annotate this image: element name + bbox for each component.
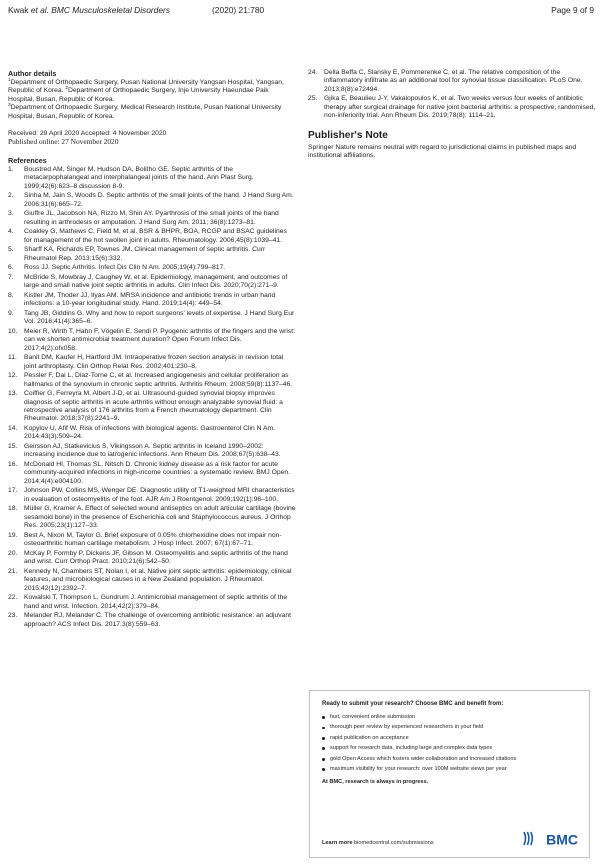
- reference-item: [8, 354, 296, 371]
- reference-number: 6.: [8, 264, 14, 272]
- reference-text: Gjika E, Beaulieu J-Y, Vakalopoulos K, et al. Two weeks versus four weeks of antibiotic therapy after surgical drainage for native joint bacterial arthritis: a prospective, randomised, non-inferiority trial. Ann Rheum Dis. 2019;78(8): 1114–21.: [324, 95, 596, 120]
- reference-text: Müller G, Kramer A. Effect of selected wound antiseptics on adult articular cartilage (bovine sesamoid bone) in the presence of Escherichia coli and Staphylococcus aureus. J Orthop Res. 2005;23(1):127–33.: [24, 505, 296, 530]
- reference-item: [308, 95, 596, 120]
- reference-item: [308, 69, 596, 94]
- bmc-benefits-list: [322, 714, 577, 773]
- reference-item: [8, 532, 296, 549]
- reference-number: 8.: [8, 291, 14, 299]
- reference-number: 9.: [8, 309, 14, 317]
- reference-text: Coiffier G, Ferreyra M, Albert J-D, et al. Ultrasound-guided synovial biopsy improves diagnosis of septic arthritis in acute arthritis without enough analyzable synovial fluid: a retrospective analysis of 176 arthritis from a French rheumatology department. Clin Rheumatol. 2018;37(8):2241–9.: [24, 390, 283, 423]
- received-accepted-dates: Received: 29 April 2020 Accepted: 4 November 2020: [8, 130, 167, 138]
- reference-item: [8, 443, 296, 460]
- publishers-note-heading: Publisher's Note: [308, 129, 388, 141]
- reference-item: [8, 612, 296, 629]
- reference-item: [8, 328, 296, 353]
- header-journal: et al. BMC Musculoskeletal Disorders: [30, 5, 170, 15]
- references-list-right: [308, 69, 596, 121]
- reference-number: 23.: [8, 612, 18, 620]
- published-date: Published online: 27 November 2020: [8, 137, 119, 147]
- reference-number: 3.: [8, 210, 14, 218]
- author-details-heading: Author details: [8, 69, 57, 78]
- reference-number: 21.: [8, 567, 18, 575]
- bmc-logo-text: BMC: [546, 831, 578, 848]
- reference-text: Coakley G, Mathews C, Field M, et al. BSR & BHPR, BOA, RCGP and BSAC guidelines for management of the hot swollen joint in adults. Rheumatology. 2006;45(8):1039–41.: [24, 228, 287, 244]
- bmc-learn-more[interactable]: [322, 840, 434, 847]
- affiliations: [8, 76, 296, 121]
- left-column: [8, 69, 296, 630]
- bmc-logo-arc: [524, 832, 526, 845]
- reference-text: Pessler F, Dai L, Diaz-Torne C, et al. Increased angiogenesis and cellular proliferation as hallmarks of the synovium in chronic septic arthritis. Arthritis Rheum. 2008;59(8):1137–46.: [24, 372, 293, 388]
- right-column: [308, 69, 596, 160]
- reference-item: [8, 568, 296, 593]
- reference-text: Meier R, Wirth T, Hahn F, Vögelin E, Sendi P. Pyogenic arthritis of the fingers and the wrist: can we shorten antimicrobial treatment duration? Open Forum Infect Dis. 2017;4(2):ofx058.: [24, 327, 296, 352]
- reference-number: 7.: [8, 273, 14, 281]
- reference-text: Sharff KA, Richards EP, Townes JM. Clinical management of septic arthritis. Curr Rheumatol Rep. 2013;15(6):332.: [24, 246, 266, 262]
- reference-text: Boustred AM, Singer M, Hudson DA, Bolitho GE. Septic arthritis of the metacarpophalangeal and interphalangeal joints of the hand. Ann Plast Surg. 1999;42(6):623–8 discussion 8-9.: [24, 165, 254, 190]
- reference-number: 2.: [8, 192, 14, 200]
- reference-text: Kowalski T, Thompson L, Gundrum J. Antimicrobial management of septic arthritis of the hand and wrist. Infection. 2014;42(2):379–84.: [24, 594, 288, 610]
- bmc-benefit: thorough peer review by experienced researchers in your field: [322, 724, 577, 731]
- reference-item: [8, 210, 296, 227]
- reference-number: 25.: [308, 95, 318, 103]
- reference-number: 16.: [8, 461, 18, 469]
- learn-more-url[interactable]: biomedcentral.com/submissions: [352, 840, 434, 846]
- reference-number: 5.: [8, 246, 14, 254]
- affiliation-3-marker: 3: [8, 101, 11, 107]
- reference-text: McDonald HI, Thomas SL, Nitsch D. Chronic kidney disease as a risk factor for acute community-acquired infections in high-income countries: a systematic review. BMJ Open. 2014;4(4):e004100.: [24, 461, 290, 485]
- article-dates: [8, 130, 296, 147]
- affiliation-3: Department of Orthopaedic Surgery, Medical Research Institute, Pusan National University Hospital, Busan, Republic of Korea.: [8, 104, 282, 120]
- header-year-volume: (2020) 21:780: [212, 5, 265, 15]
- reference-number: 13.: [8, 390, 18, 398]
- bmc-benefit: gold Open Access which fosters wider collaboration and increased citations: [322, 756, 577, 763]
- reference-item: [8, 425, 296, 442]
- header-authors: Kwak: [8, 5, 29, 15]
- references-heading: References: [8, 155, 47, 165]
- bmc-logo-arc: [527, 832, 529, 845]
- page-number: Page 9 of 9: [551, 5, 594, 15]
- reference-text: McBride S, Mowbray J, Caughey W, et al. Epidemiology, management, and outcomes of large and small native joint septic arthritis in adults. Clin Infect Dis. 2020;70(2):271–9.: [24, 273, 288, 290]
- reference-number: 18.: [8, 505, 18, 513]
- reference-text: Melander RJ, Melander C. The challenge of overcoming antibiotic resistance: an adjuvant approach? ACS Infect Dis. 2017;3(8):559–63.: [24, 612, 292, 628]
- reference-item: [8, 461, 296, 486]
- reference-number: 14.: [8, 425, 18, 433]
- bmc-benefit: rapid publication on acceptance: [322, 735, 577, 742]
- reference-item: [8, 246, 296, 263]
- reference-text: Banit DM, Kaufer H, Hartford JM. Intraoperative frozen section analysis in revision total joint arthroplasty. Clin Orthop Relat Res. 2002;401:230–8.: [24, 354, 284, 370]
- reference-number: 11.: [8, 354, 17, 362]
- bmc-tagline: At BMC, research is always in progress.: [322, 778, 429, 785]
- reference-number: 17.: [8, 487, 18, 495]
- affiliation-1-marker: 1: [8, 76, 11, 82]
- reference-item: [8, 372, 296, 389]
- reference-item: [8, 292, 296, 309]
- reference-item: [8, 487, 296, 504]
- reference-text: McKay P, Formby P, Dickens JF, Gibson M. Osteomyelitis and septic arthritis of the hand and wrist. Curr Orthop Pract. 2010;21(6):542–50.: [24, 549, 288, 566]
- bmc-benefit: fast, convenient online submission: [322, 714, 577, 721]
- reference-text: Kopylov U, Afif W. Risk of infections with biological agents. Gastroenterol Clin N Am. 2014;43(3):509–24.: [24, 425, 275, 441]
- bmc-logo-arc: [531, 832, 533, 845]
- bmc-logo-icon: [521, 829, 579, 849]
- running-header-citation: [8, 4, 170, 16]
- reference-item: [8, 166, 296, 191]
- reference-number: 15.: [8, 443, 18, 451]
- reference-item: [8, 594, 296, 611]
- affiliation-1: Department of Orthopaedic Surgery, Pusan National University Yangsan Hospital, Yangsan, Republic of Korea.: [8, 79, 284, 95]
- reference-text: Best A, Nixon M, Taylor G. Brief exposure of 0.05% chlorhexidine does not impair non-osteoarthritic human cartilage metabolism. J Hosp Infect. 2007; 67(1):67–71.: [24, 531, 282, 548]
- publishers-note-text: Springer Nature remains neutral with regard to jurisdictional claims in published maps and institutional affiliations.: [308, 143, 577, 160]
- reference-number: 20.: [8, 549, 18, 557]
- reference-item: [8, 550, 296, 567]
- reference-text: Ross JJ. Septic Arthritis. Infect Dis Clin N Am. 2005;19(4):799–817.: [24, 264, 226, 272]
- bmc-box-title: Ready to submit your research? Choose BMC and benefit from:: [322, 701, 504, 707]
- references-list-left: [8, 166, 296, 629]
- reference-item: [8, 228, 296, 245]
- affiliation-2: Department of Orthopaedic Surgery, Inje University Haeundae Paik Hospital, Busan, Republic of Korea.: [8, 87, 269, 103]
- reference-number: 24.: [308, 69, 318, 76]
- bmc-benefit: maximum visibility for your research: over 100M website views per year: [322, 766, 577, 773]
- reference-text: Kennedy N, Chambers ST, Nolan I, et al. Native joint septic arthritis: epidemiology, clinical features, and microbiological causes in a New Zealand population. J Rheumatol. 2015;42(12):2392–7.: [24, 567, 292, 592]
- reference-text: Sinha M, Jain S, Woods D. Septic arthritis of the small joints of the hand. J Hand Surg Am. 2006;31(6):665–72.: [24, 192, 294, 208]
- reference-number: 1.: [8, 165, 14, 173]
- reference-number: 10.: [8, 327, 18, 335]
- learn-more-label: Learn more: [322, 840, 353, 846]
- bmc-logo-arcs: [524, 832, 532, 845]
- affiliation-2-marker: 2: [65, 85, 68, 91]
- reference-text: Giuffre JL, Jacobson NA, Rizzo M, Shin AY. Pyarthrosis of the small joints of the hand resulting in arthrodesis or amputation. J Hand Surg Am. 2011; 36(8):1273–81.: [24, 210, 279, 226]
- reference-item: [8, 505, 296, 530]
- reference-text: Kistler JM, Thoder JJ, Ilyas AM. MRSA incidence and antibiotic trends in urban hand infections: a 10-year longitudinal study. Hand. 2019;14(4): 449–54.: [24, 291, 276, 308]
- reference-item: [8, 264, 296, 272]
- reference-text: Johnson PW, Collins MS, Wenger DE. Diagnostic utility of T1-weighted MRI characteristics in evaluation of osteomyelitis of the foot. AJR Am J Roentgenol. 2009;192(1):96–100.: [24, 487, 295, 503]
- reference-text: Geirsson AJ, Statkevicius S, Vikingsson A. Septic arthritis in Iceland 1990–2002: increasing incidence due to iatrogenic infections. Ann Rheum Dis. 2008;67(5):638–43.: [24, 443, 281, 459]
- reference-item: [8, 274, 296, 291]
- reference-number: 22.: [8, 594, 18, 602]
- bmc-benefit: support for research data, including large and complex data types: [322, 745, 577, 752]
- reference-item: [8, 192, 296, 209]
- running-header: [8, 4, 594, 18]
- reference-text: Tang JB, Giddins G. Why and how to report surgeons' levels of expertise. J Hand Surg Eur Vol. 2016;41(4):365–6.: [24, 309, 295, 326]
- reference-number: 4.: [8, 228, 14, 236]
- reference-number: 19.: [8, 531, 18, 539]
- reference-item: [8, 390, 296, 424]
- reference-number: 12.: [8, 372, 18, 380]
- bmc-submission-box: [309, 690, 590, 858]
- reference-item: [8, 310, 296, 327]
- reference-text: Della Beffa C, Slansky E, Pommerenke C, et al. The relative composition of the inflammatory infiltrate as an additional tool for synovial tissue classification. PLoS One. 2013;8(8):e72494.: [324, 69, 583, 93]
